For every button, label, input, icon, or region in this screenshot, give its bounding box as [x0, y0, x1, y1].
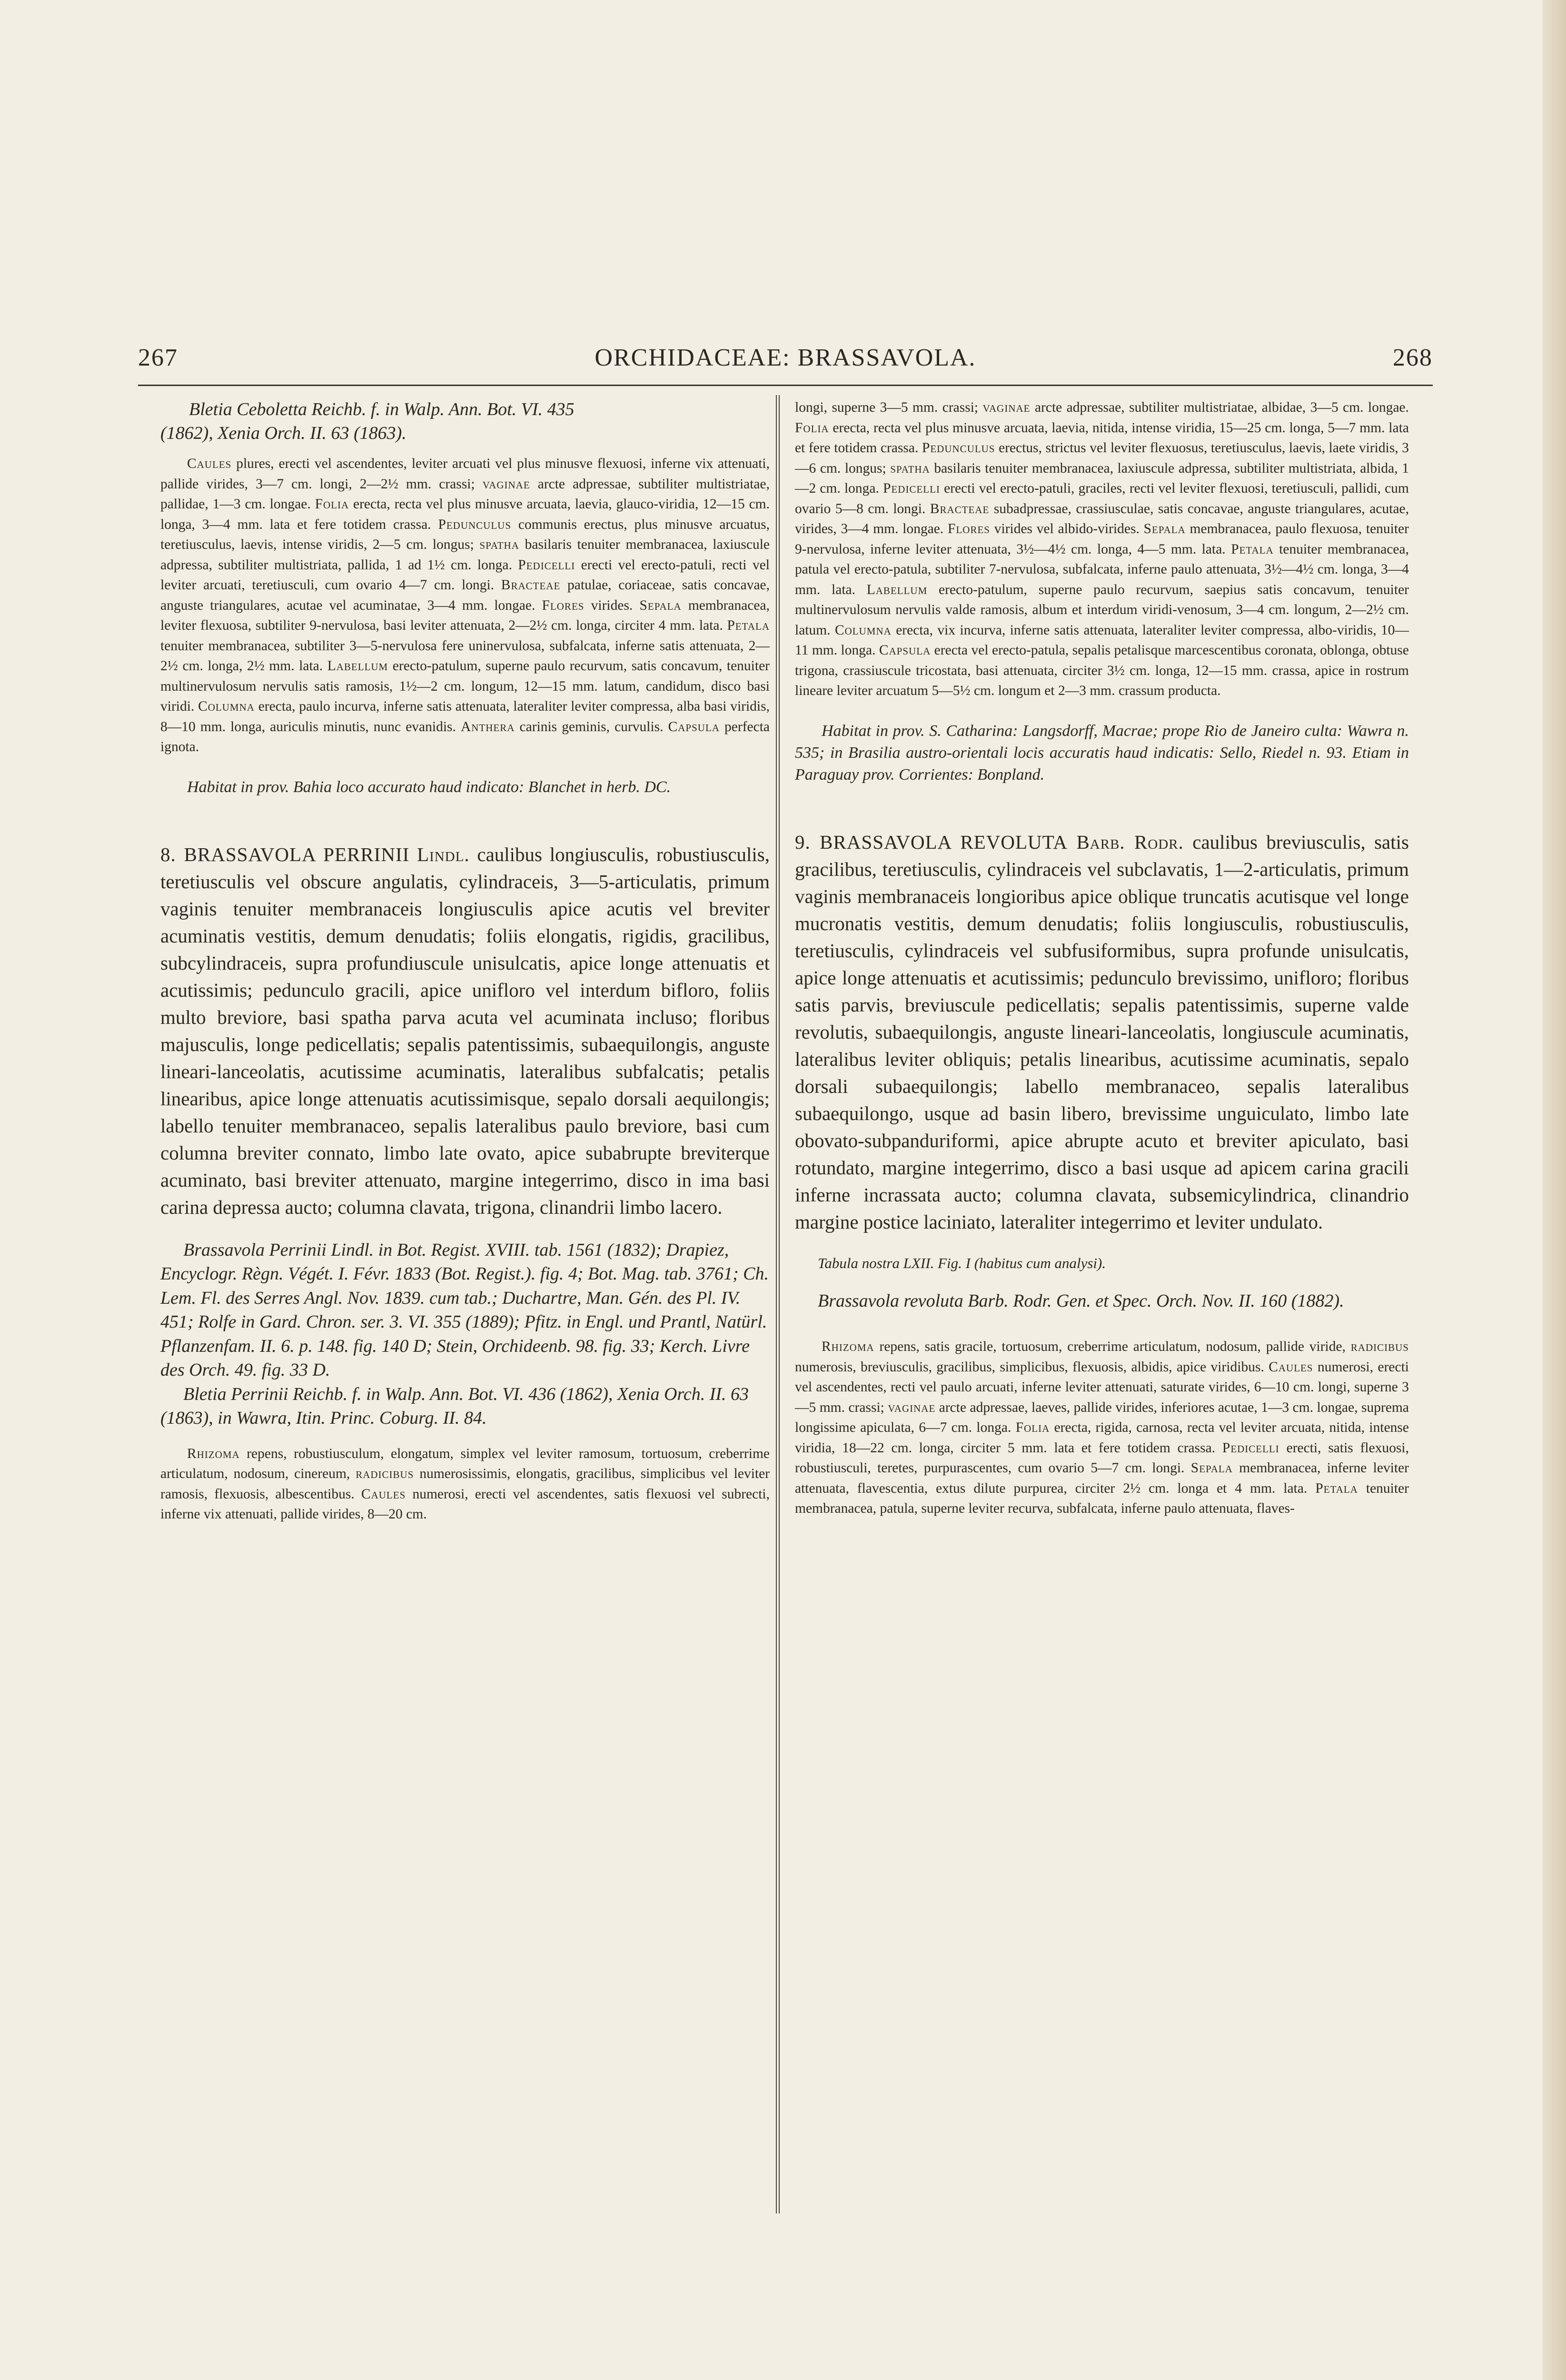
right-column: [795, 397, 1409, 1538]
synonym-brassavola-perrinii: Brassavola Perrinii Lindl. in Bot. Regist. XVIII. tab. 1561 (1832); Drapiez, Encyclogr. Règn. Végét. I. Févr. 1833 (Bot. Regist.). fig. 4; Bot. Mag. tab. 3761; Ch. Lem. Fl. des Serres Angl. Nov. 1839. cum tab.; Duchartre, Man. Gén. des Pl. IV. 451; Rolfe in Gard. Chron. ser. 3. VI. 355 (1889); Pfitz. in Engl. und Prantl, Natürl. Pflanzenfam. II. 6. p. 148. fig. 140 D; Stein, Orchideenb. 98. fig. 33; Kerch. Livre des Orch. 49. fig. 33 D.: [160, 1240, 769, 1380]
synonym-brassavola-revoluta: Brassavola revoluta Barb. Rodr. Gen. et Spec. Orch. Nov. II. 160 (1882).: [818, 1290, 1344, 1311]
left-column: [160, 397, 770, 1544]
species-9-diagnosis: 9. BRASSAVOLA REVOLUTA Barb. Rodr. caulibus breviusculis, satis gracilibus, teretiusculis, cylindraceis vel subclavatis, 1—2-articulatis, primum vaginis membranaceis longioribus apice oblique truncatis acutisque vel longe mucronatis vestitis, demum denudatis; foliis longiusculis, robustiusculis, teretiusculis, cylindraceis vel subfusiformibus, supra profunde unisulcatis, apice longe attenuatis et acutissimis; pedunculo brevissimo, unifloro; floribus satis parvis, breviuscule pedicellatis; sepalis patentissimis, superne valde revolutis, subaequilongis, anguste lineari-lanceolatis, longiuscule acuminatis, lateralibus leviter obliquis; petalis linearibus, acutissime acuminatis, sepalo dorsali subaequilongis; labello membranaceo, sepalis lateralibus subaequilongo, usque ad basin libero, brevissime unguiculato, limbo late obovato-subpanduriformi, apice abrupte acuto et breviter apiculato, basi rotundato, margine integerrimo, disco a basi usque ad apicem carina gracili inferne incrassata aucto; columna clavata, subsemicylindrica, clinandrio margine postice laciniato, lateraliter integerrimo et leviter undulato.: [795, 831, 1409, 1233]
running-title: ORCHIDACEAE: BRASSAVOLA.: [595, 344, 976, 371]
bletia-ceboletta-citation: [160, 397, 770, 445]
continued-description: longi, superne 3—5 mm. crassi; vaginae arcte adpressae, subtiliter multistriatae, albidae, 3—5 cm. longae. Folia erecta, recta vel plus minusve arcuata, laevia, nitida, intense viridia, 15—25 cm. longa, 5—7 mm. lata et fere totidem crassa. Pedunculus erectus, strictus vel leviter flexuosus, teretiusculus, laevis, laete viridis, 3—6 cm. longus; spatha basilaris tenuiter membranacea, laxiuscule adpressa, subtiliter multistriata, albida, 1—2 cm. longa. Pedicelli erecti vel erecto-patuli, graciles, recti vel leviter flexuosi, teretiusculi, pallidi, cum ovario 5—8 cm. longi. Bracteae subadpressae, crassiusculae, satis concavae, anguste triangulares, acutae, virides, 3—4 mm. longae. Flores virides vel albido-virides. Sepala membranacea, paulo flexuosa, tenuiter 9-nervulosa, inferne leviter attenuata, 3½—4½ cm. longa, 4—5 mm. lata. Petala tenuiter membranacea, patula vel erecto-patula, subtiliter 7-nervulosa, subfalcata, inferne paulo attenuata, 3½—4½ cm. longa, 3—4 mm. lata. Labellum erecto-patulum, superne paulo recurvum, saepius satis concavum, tenuiter multinervulosum nervulis valde ramosis, album et interdum viridi-venosum, 3—4 cm. longum, 2—2½ cm. latum. Columna erecta, vix incurva, inferne satis attenuata, lateraliter leviter compressa, albo-viridis, 10—11 mm. longa. Capsula erecta vel erecto-patula, sepalis petalisque marcescentibus coronata, oblonga, obtuse trigona, crassiuscule tricostata, basi attenuata, circiter 3½ cm. longa, 12—15 mm. crassa, apice in rostrum lineare leviter arcuatum 5—5½ cm. longum et 2—3 mm. crassum producta.: [795, 400, 1409, 698]
column-divider: [776, 395, 780, 2213]
habitat-note: Habitat in prov. Bahia loco accurato haud indicato: Blanchet in herb. DC.: [187, 778, 671, 796]
header-rule: [138, 385, 1433, 386]
species-9-heading: 9. BRASSAVOLA REVOLUTA: [795, 831, 1068, 853]
page-number-right: 268: [1393, 344, 1433, 371]
species-8-heading: 8. BRASSAVOLA PERRINII: [160, 843, 410, 865]
citation-line-1: Bletia Ceboletta Reichb. f. in Walp. Ann. Bot. VI. 435: [189, 399, 575, 419]
synonym-bletia-perrinii: Bletia Perrinii Reichb. f. in Walp. Ann. Bot. VI. 436 (1862), Xenia Orch. II. 63 (1863), in Wawra, Itin. Princ. Coburg. II. 84.: [160, 1384, 749, 1428]
page-number-left: 267: [138, 344, 178, 371]
rhizoma-description: Rhizoma repens, robustiusculum, elongatum, simplex vel leviter ramosum, tortuosum, creberrime articulatum, nodosum, cinereum, radicibus numerosissimis, elongatis, gracilibus, simplicibus vel leviter ramosis, flexuosis, albescentibus. Caules numerosi, erecti vel ascendentes, satis flexuosi vel subrecti, inferne vix attenuati, pallide virides, 8—20 cm.: [160, 1446, 770, 1522]
description-paragraph: Caules plures, erecti vel ascendentes, leviter arcuati vel plus minusve flexuosi, inferne vix attenuati, pallide virides, 3—7 cm. longi, 2—2½ mm. crassi; vaginae arcte adpressae, subtiliter multistriatae, pallidae, 1—3 cm. longae. Folia erecta, recta vel plus minusve arcuata, laevia, glauco-viridia, 12—15 cm. longa, 3—4 mm. lata et fere totidem crassa. Pedunculus communis erectus, plus minusve arcuatus, teretiusculus, laevis, intense viridis, 2—5 cm. longus; spatha basilaris tenuiter membranacea, laxiuscule adpressa, subtiliter multistriata, pallida, 1 ad 1½ cm. longa. Pedicelli erecti vel erecto-patuli, recti vel leviter arcuati, teretiusculi, cum ovario 4—7 cm. longi. Bracteae patulae, coriaceae, satis concavae, anguste triangulares, acutae vel acuminatae, 3—4 mm. longae. Flores virides. Sepala membranacea, leviter flexuosa, subtiliter 9-nervulosa, basi leviter attenuata, 2—2½ cm. longa, circiter 4 mm. lata. Petala tenuiter membranacea, subtiliter 3—5-nervulosa fere uninervulosa, subfalcata, inferne satis attenuata, 2—2½ cm. longa, 2½ mm. lata. Labellum erecto-patulum, superne paulo recurvum, satis concavum, tenuiter multinervulosum nervulis satis ramosis, 1½—2 cm. longum, 12—15 mm. latum, candidum, disco basi viridi. Columna erecta, paulo incurva, inferne satis attenuata, lateraliter leviter compressa, alba basi viridis, 8—10 mm. longa, auriculis minutis, nunc evanidis. Anthera carinis geminis, curvulis. Capsula perfecta ignota.: [160, 456, 770, 754]
plate-reference: Tabula nostra LXII. Fig. I (habitus cum analysi).: [818, 1254, 1106, 1271]
species-8-diagnosis: 8. BRASSAVOLA PERRINII Lindl. caulibus longiusculis, robustiusculis, teretiusculis vel obscure angulatis, cylindraceis, 3—5-articulatis, primum vaginis tenuiter membranaceis longiusculis apice acutis vel breviter acuminatis vestitis, demum denudatis; foliis elongatis, rigidis, gracilibus, subcylindraceis, supra profundiuscule unisulcatis, apice longe attenuatis et acutissimis; pedunculo gracili, apice unifloro vel interdum bifloro, foliis multo breviore, basi spatha parva acuta vel acuminata incluso; floribus majusculis, longe pedicellatis; sepalis patentissimis, subaequilongis, anguste lineari-lanceolatis, acutissime acuminatis, lateralibus subfalcatis; petalis linearibus, apice longe attenuatis acutissimisque, sepalo dorsali aequilongis; labello tenuiter membranaceo, sepalis lateralibus paulo breviore, basi cum columna breviter connato, limbo late ovato, apice subabrupte breviterque acuminato, basi breviter attenuato, margine integerrimo, disco in ima basi carina depressa aucto; columna clavata, trigona, clinandrii limbo lacero.: [160, 843, 770, 1218]
species-8-author: Lindl.: [417, 843, 470, 865]
running-header: [138, 344, 1433, 382]
habitat-note-right: Habitat in prov. S. Catharina: Langsdorff, Macrae; prope Rio de Janeiro culta: Wawra n. 535; in Brasilia austro-orientali locis accuratis haud indicatis: Sello, Riedel n. 93. Etiam in Paraguay prov. Corrientes: Bonpland.: [795, 722, 1409, 783]
species-9-author: Barb. Rodr.: [1076, 831, 1184, 853]
synonymy-block: [160, 1238, 770, 1430]
citation-line-2: (1862), Xenia Orch. II. 63 (1863).: [160, 423, 406, 443]
page-spine-shadow: [1542, 0, 1566, 2380]
rhizoma-description-right: Rhizoma repens, satis gracile, tortuosum, creberrime articulatum, nodosum, pallide viride, radicibus numerosis, breviusculis, gracilibus, simplicibus, flexuosis, albidis, apice viridibus. Caules numerosi, erecti vel ascendentes, recti vel paulo arcuati, inferne leviter attenuati, saturate virides, 6—10 cm. longi, superne 3—5 mm. crassi; vaginae arcte adpressae, laeves, pallide virides, inferiores acutae, 1—3 cm. longae, suprema longissime apiculata, 6—7 cm. longa. Folia erecta, rigida, carnosa, recta vel leviter arcuata, nitida, intense viridia, 18—22 cm. longa, circiter 5 mm. lata et fere totidem crassa. Pedicelli erecti, satis flexuosi, robustiusculi, teretes, purpurascentes, cum ovario 5—7 cm. longi. Sepala membranacea, inferne leviter attenuata, flavescentia, extus dilute purpurea, circiter 2½ cm. longa et 4 mm. lata. Petala tenuiter membranacea, patula, superne leviter recurva, subfalcata, inferne paulo attenuata, flaves-: [795, 1339, 1409, 1516]
